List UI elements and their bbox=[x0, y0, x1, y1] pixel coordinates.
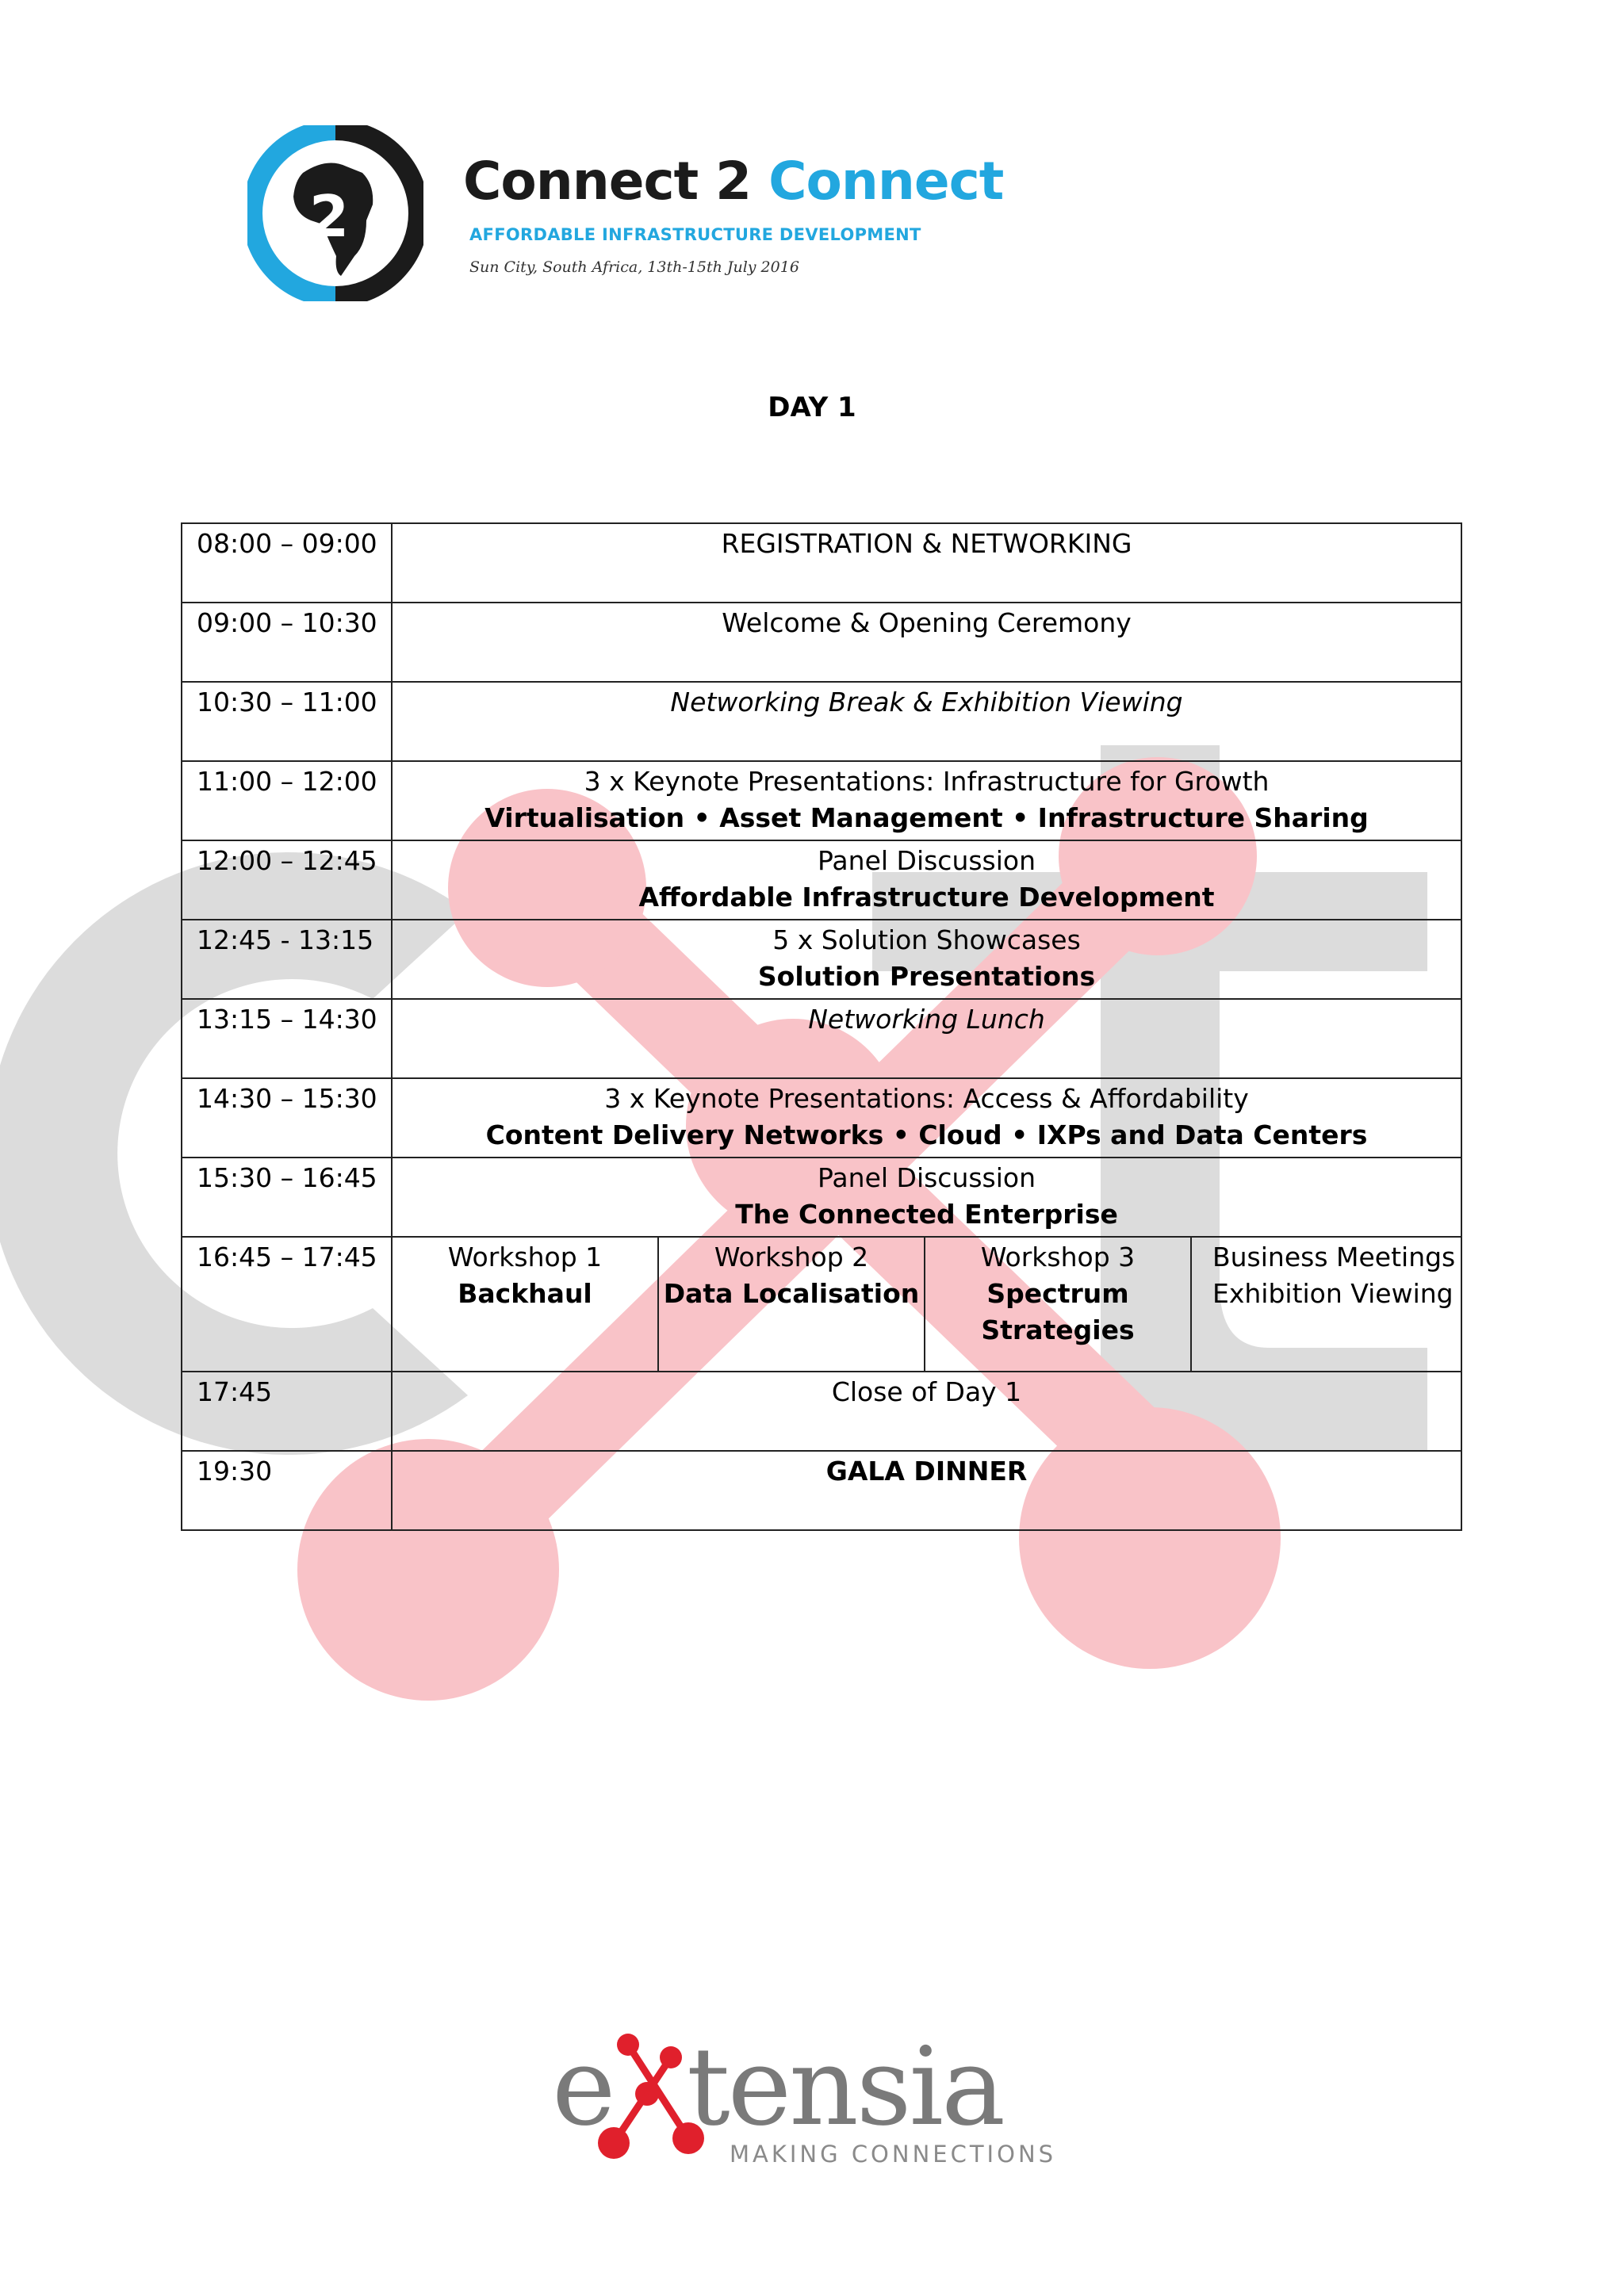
activity-subtitle: Solution Presentations bbox=[757, 961, 1096, 992]
activity-title: Networking Break & Exhibition Viewing bbox=[670, 687, 1183, 718]
table-row bbox=[182, 682, 1461, 761]
activity-subtitle: Virtualisation • Asset Management • Infrastructure Sharing bbox=[485, 802, 1369, 833]
workshop-topic-cont: Strategies bbox=[981, 1314, 1135, 1345]
event-tagline: AFFORDABLE INFRASTRUCTURE DEVELOPMENT bbox=[469, 225, 921, 244]
activity-title: 3 x Keynote Presentations: Infrastructure for Growth bbox=[584, 766, 1270, 797]
time-cell: 12:00 – 12:45 bbox=[182, 840, 392, 920]
table-row bbox=[182, 761, 1461, 840]
time-cell: 08:00 – 09:00 bbox=[182, 523, 392, 603]
workshop-topic: Spectrum bbox=[986, 1278, 1129, 1309]
time-cell: 16:45 – 17:45 bbox=[182, 1237, 392, 1372]
activity-cell bbox=[392, 999, 1461, 1078]
table-row bbox=[182, 920, 1461, 999]
activity-cell bbox=[392, 1372, 1461, 1451]
connect2connect-logo-icon bbox=[247, 125, 423, 301]
extensia-tensia-letters: tensia bbox=[687, 2026, 1004, 2150]
time-cell: 12:45 - 13:15 bbox=[182, 920, 392, 999]
event-title-part1: Connect 2 bbox=[463, 151, 769, 212]
activity-cell bbox=[392, 603, 1461, 682]
activity-cell bbox=[392, 1158, 1461, 1237]
time-cell: 13:15 – 14:30 bbox=[182, 999, 392, 1078]
table-row bbox=[182, 603, 1461, 682]
schedule-table bbox=[181, 522, 1462, 1531]
workshop-topic: Backhaul bbox=[458, 1278, 592, 1309]
time-cell: 14:30 – 15:30 bbox=[182, 1078, 392, 1158]
table-row bbox=[182, 999, 1461, 1078]
time-cell: 11:00 – 12:00 bbox=[182, 761, 392, 840]
table-row bbox=[182, 1158, 1461, 1237]
extensia-e-letter: e bbox=[552, 2026, 616, 2150]
table-row bbox=[182, 1078, 1461, 1158]
activity-subtitle: The Connected Enterprise bbox=[735, 1199, 1118, 1230]
activity-title: Panel Discussion bbox=[818, 845, 1036, 876]
workshop-title: Workshop 1 bbox=[447, 1242, 603, 1272]
business-meetings-cell bbox=[1191, 1237, 1461, 1372]
activity-cell bbox=[392, 1451, 1461, 1530]
workshop-title: Workshop 2 bbox=[714, 1242, 869, 1272]
event-title-part2: Connect bbox=[768, 151, 1004, 212]
activity-cell bbox=[392, 1078, 1461, 1158]
exhibition-viewing-label: Exhibition Viewing bbox=[1212, 1278, 1454, 1309]
time-cell: 09:00 – 10:30 bbox=[182, 603, 392, 682]
activity-cell bbox=[392, 840, 1461, 920]
activity-title: GALA DINNER bbox=[825, 1456, 1028, 1487]
activity-title: 5 x Solution Showcases bbox=[772, 924, 1081, 955]
business-meetings-label: Business Meetings bbox=[1212, 1242, 1456, 1272]
time-cell: 10:30 – 11:00 bbox=[182, 682, 392, 761]
table-row bbox=[182, 840, 1461, 920]
time-cell: 15:30 – 16:45 bbox=[182, 1158, 392, 1237]
workshop-title: Workshop 3 bbox=[980, 1242, 1136, 1272]
event-location: Sun City, South Africa, 13th-15th July 2016 bbox=[469, 258, 799, 276]
activity-title: Welcome & Opening Ceremony bbox=[722, 607, 1132, 638]
activity-title: 3 x Keynote Presentations: Access & Affordability bbox=[604, 1083, 1249, 1114]
time-cell: 17:45 bbox=[182, 1372, 392, 1451]
activity-cell bbox=[392, 920, 1461, 999]
event-title bbox=[463, 151, 1004, 212]
activity-cell bbox=[392, 761, 1461, 840]
table-row bbox=[182, 1451, 1461, 1530]
workshop-cell bbox=[925, 1237, 1191, 1372]
time-cell: 19:30 bbox=[182, 1451, 392, 1530]
activity-subtitle: Affordable Infrastructure Development bbox=[638, 882, 1215, 913]
workshop-topic: Data Localisation bbox=[663, 1278, 920, 1309]
activity-cell bbox=[392, 682, 1461, 761]
workshop-cell bbox=[392, 1237, 658, 1372]
activity-title: Panel Discussion bbox=[818, 1162, 1036, 1193]
logo-mark-number: 2 bbox=[308, 183, 350, 250]
table-row bbox=[182, 1372, 1461, 1451]
activity-subtitle: Content Delivery Networks • Cloud • IXPs and Data Centers bbox=[485, 1119, 1368, 1150]
day-title: DAY 1 bbox=[768, 392, 856, 423]
extensia-tagline: MAKING CONNECTIONS bbox=[730, 2141, 1057, 2168]
table-row bbox=[182, 523, 1461, 603]
activity-title: Networking Lunch bbox=[808, 1004, 1045, 1035]
activity-title: REGISTRATION & NETWORKING bbox=[721, 528, 1132, 559]
workshop-cell bbox=[658, 1237, 925, 1372]
activity-title: Close of Day 1 bbox=[831, 1376, 1022, 1407]
table-row bbox=[182, 1237, 1461, 1372]
activity-cell bbox=[392, 523, 1461, 603]
